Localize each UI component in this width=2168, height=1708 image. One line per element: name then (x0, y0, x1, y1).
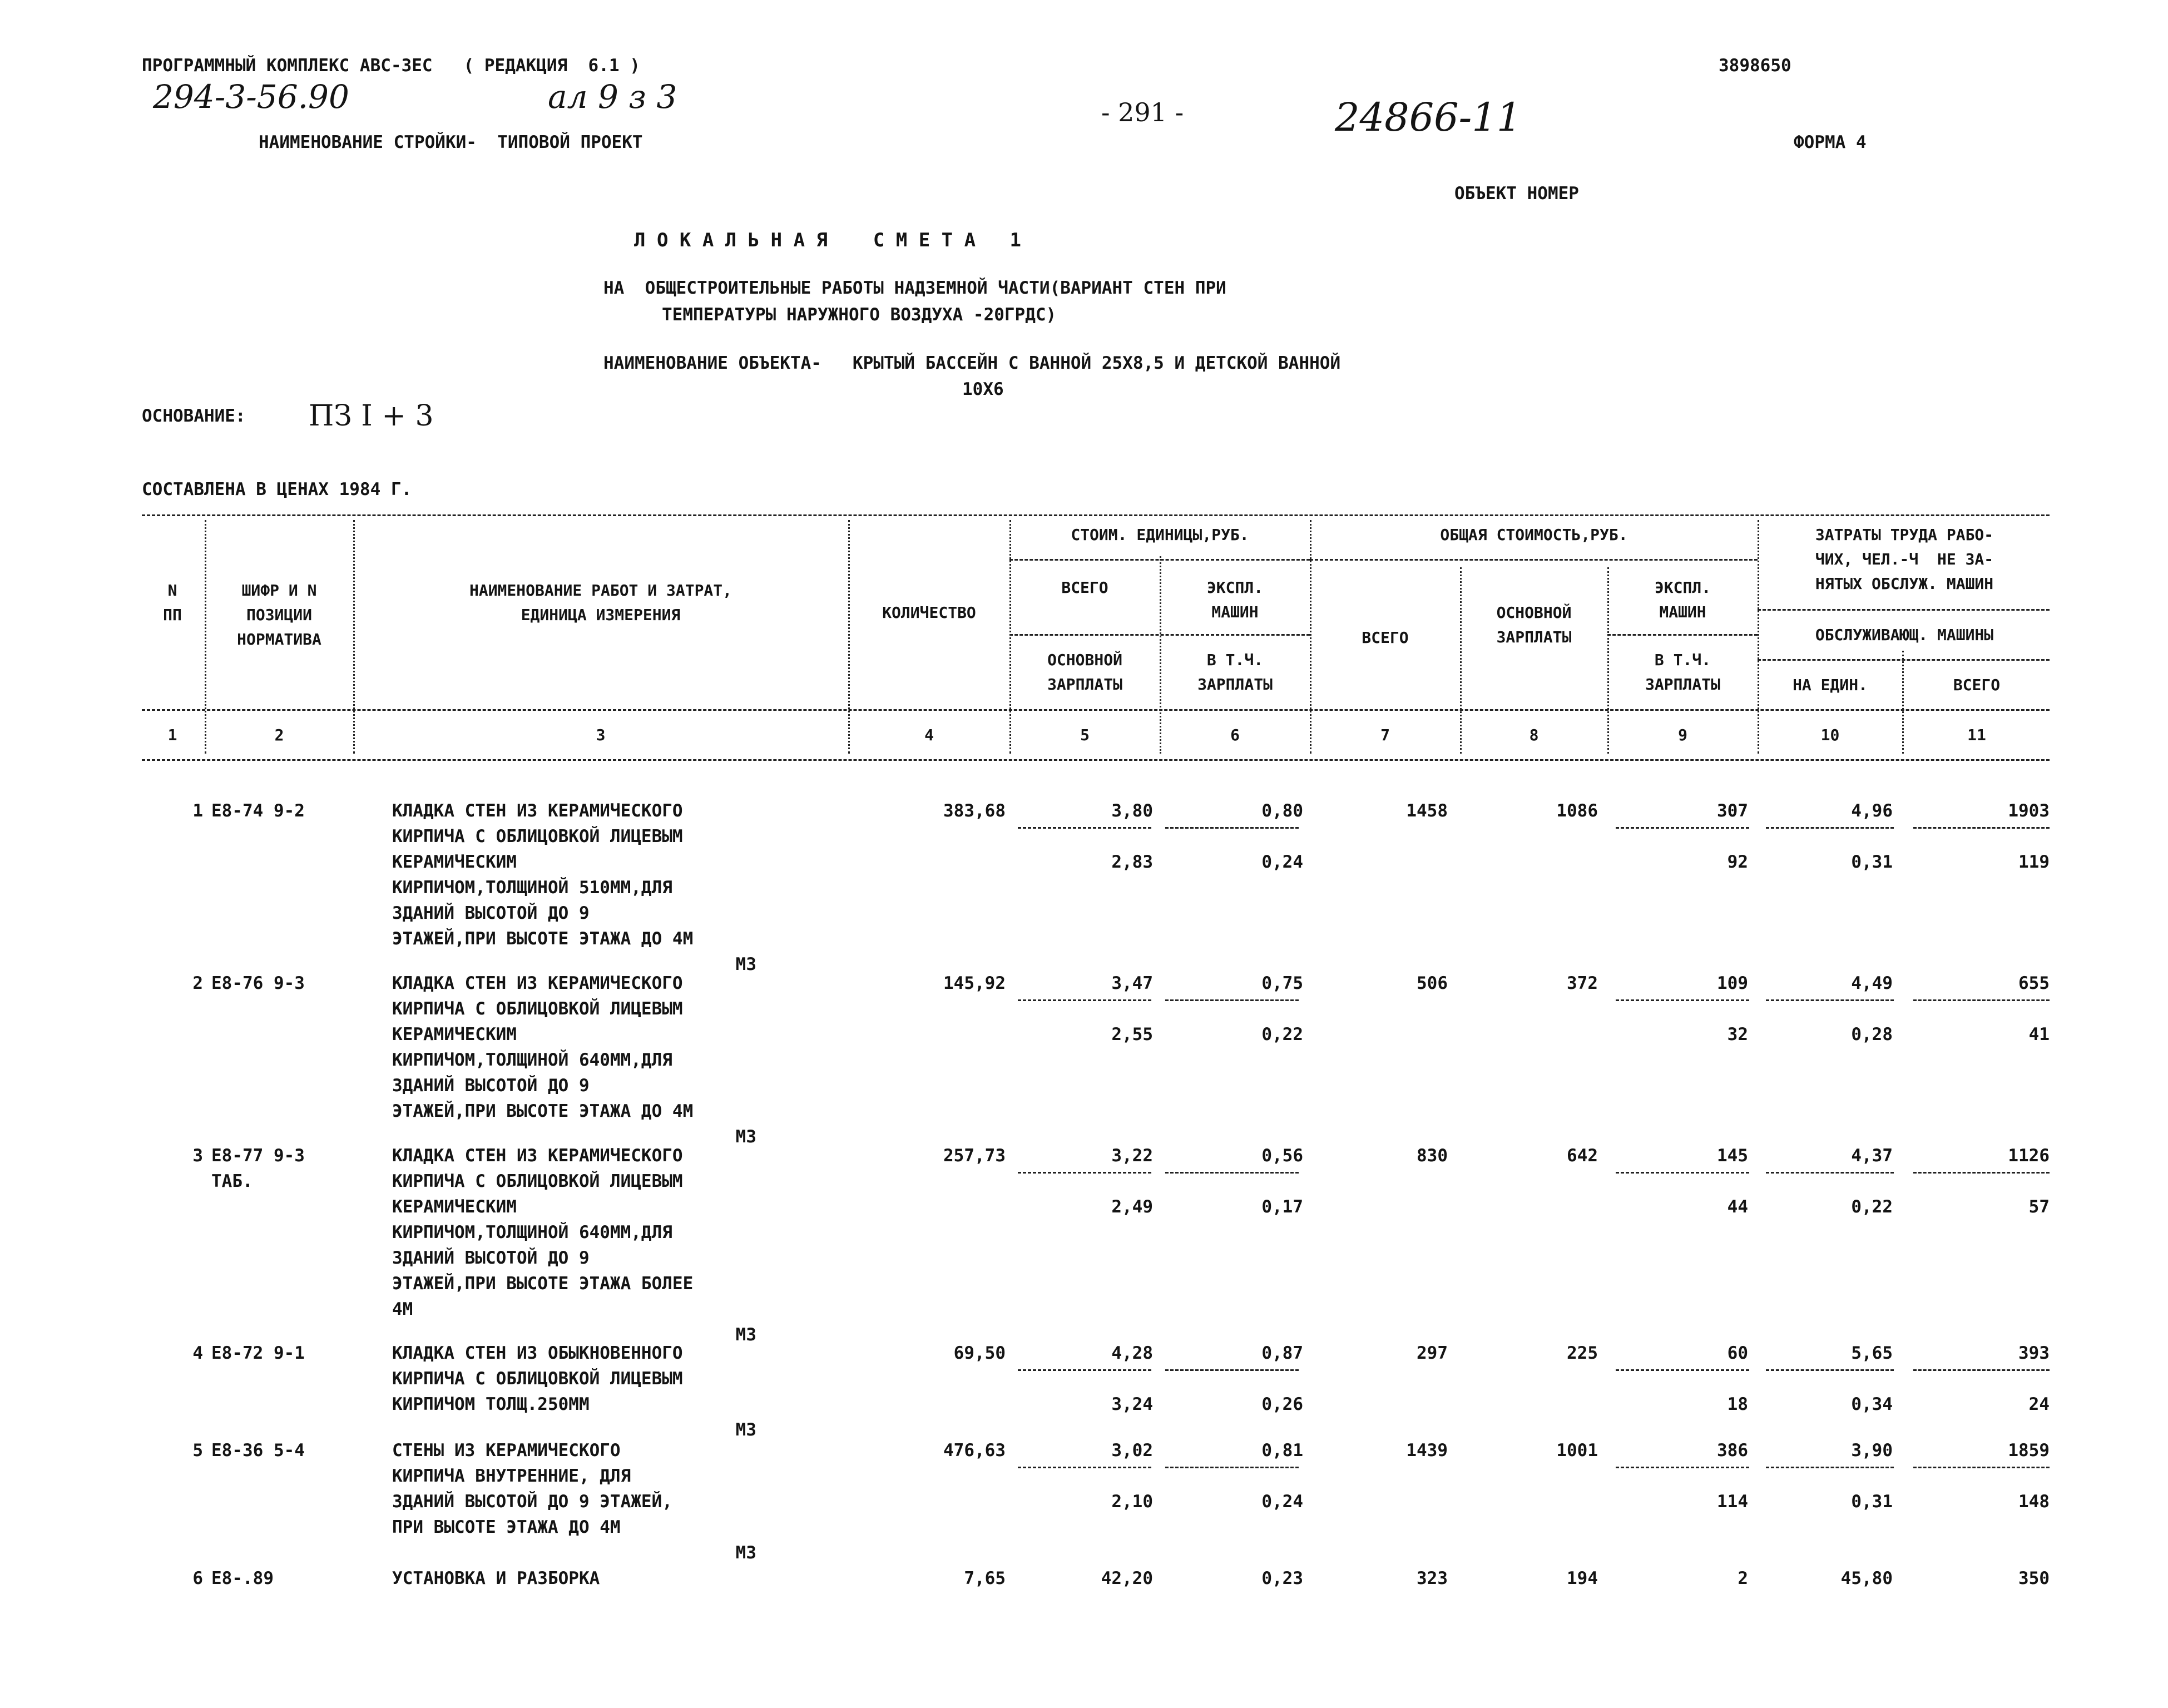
row-labor-service-total: 119 (2018, 852, 2050, 872)
row-labor-per-unit: 4,37 (1851, 1146, 1893, 1166)
row-work-name: КЛАДКА СТЕН ИЗ КЕРАМИЧЕСКОГО КИРПИЧА С ОБЛИЦОВКОЙ ЛИЦЕВЫМ КЕРАМИЧЕСКИМ КИРПИЧОМ,ТОЛЩИНОЙ 640ММ,ДЛЯ ЗДАНИЙ ВЫСОТОЙ ДО 9 ЭТАЖЕЙ,ПРИ ВЫСОТЕ ЭТАЖА БОЛЕЕ 4М (392, 1146, 694, 1319)
row-total-machines: 145 (1717, 1146, 1748, 1166)
sub-total-divider (1165, 1172, 1299, 1174)
column-number: 6 (1230, 726, 1240, 744)
row-labor-total: 393 (2018, 1343, 2050, 1363)
row-code: Е8-72 9-1 (211, 1343, 305, 1363)
header-total-cost-group: ОБЩАЯ СТОИМОСТЬ,РУБ. (1440, 526, 1628, 544)
row-unit-machines: 0,81 (1261, 1440, 1303, 1461)
row-total-incl-wage: 18 (1727, 1394, 1748, 1414)
header-work-name: НАИМЕНОВАНИЕ РАБОТ И ЗАТРАТ, ЕДИНИЦА ИЗМЕРЕНИЯ (469, 581, 732, 624)
row-labor-service-total: 57 (2028, 1197, 2050, 1217)
row-work-name: КЛАДКА СТЕН ИЗ КЕРАМИЧЕСКОГО КИРПИЧА С ОБЛИЦОВКОЙ ЛИЦЕВЫМ КЕРАМИЧЕСКИМ КИРПИЧОМ,ТОЛЩИНОЙ 640ММ,ДЛЯ ЗДАНИЙ ВЫСОТОЙ ДО 9 ЭТАЖЕЙ,ПРИ ВЫСОТЕ ЭТАЖА ДО 4М (392, 973, 694, 1121)
row-quantity: 69,50 (953, 1343, 1006, 1363)
header-total-machines: ЭКСПЛ. МАШИН (1654, 578, 1711, 621)
row-work-name: КЛАДКА СТЕН ИЗ КЕРАМИЧЕСКОГО КИРПИЧА С ОБЛИЦОВКОЙ ЛИЦЕВЫМ КЕРАМИЧЕСКИМ КИРПИЧОМ,ТОЛЩИНОЙ 510ММ,ДЛЯ ЗДАНИЙ ВЫСОТОЙ ДО 9 ЭТАЖЕЙ,ПРИ ВЫСОТЕ ЭТАЖА ДО 4М (392, 801, 694, 949)
row-total-wage: 1001 (1556, 1440, 1598, 1461)
form-number: ФОРМА 4 (1794, 132, 1867, 152)
header-unit-incl-wage: В Т.Ч. ЗАРПЛАТЫ (1197, 651, 1273, 694)
header-code: ШИФР И N ПОЗИЦИИ НОРМАТИВА (237, 581, 321, 648)
header-group-divider (1009, 559, 1310, 561)
sub-total-divider (1766, 827, 1894, 829)
sub-total-divider (1018, 999, 1151, 1001)
row-number: 3 (192, 1146, 203, 1166)
header-total-all: ВСЕГО (1362, 628, 1409, 647)
handwritten-album-number: ал 9 з 3 (548, 78, 677, 116)
row-total-machines: 2 (1738, 1568, 1748, 1588)
row-labor-service-unit: 0,31 (1851, 1492, 1893, 1512)
header-subgroup-divider (1758, 659, 2050, 661)
basis-value: ПЗ I + 3 (309, 399, 434, 433)
row-unit: М3 (735, 1420, 756, 1440)
row-unit-machines: 0,23 (1261, 1568, 1303, 1588)
sub-total-divider (1616, 999, 1749, 1001)
row-unit-incl-wage: 0,17 (1261, 1197, 1303, 1217)
row-total-wage: 372 (1567, 973, 1598, 993)
row-unit-total: 4,28 (1111, 1343, 1153, 1363)
row-labor-total: 350 (2018, 1568, 2050, 1588)
header-group-divider (1310, 559, 1758, 561)
row-number: 2 (192, 973, 203, 993)
header-subgroup-divider (1607, 634, 1758, 636)
column-numbers-rule (142, 759, 2050, 761)
object-number-label: ОБЪЕКТ НОМЕР (1454, 184, 1579, 204)
row-unit-incl-wage: 0,26 (1261, 1394, 1303, 1414)
row-labor-per-unit: 5,65 (1851, 1343, 1893, 1363)
row-unit-wage: 2,10 (1111, 1492, 1153, 1512)
header-total-wage: ОСНОВНОЙ ЗАРПЛАТЫ (1496, 603, 1572, 646)
header-subgroup-divider (1009, 634, 1310, 636)
row-unit-incl-wage: 0,24 (1261, 1492, 1303, 1512)
column-number: 5 (1080, 726, 1090, 744)
program-line: ПРОГРАММНЫЙ КОМПЛЕКС АВС-3ЕС ( РЕДАКЦИЯ 6.1 ) (142, 56, 640, 76)
row-total-incl-wage: 114 (1717, 1492, 1748, 1512)
row-unit: М3 (735, 1127, 756, 1147)
column-number: 3 (596, 726, 606, 744)
header-labor-group: ЗАТРАТЫ ТРУДА РАБО- ЧИХ, ЧЕЛ.-Ч НЕ ЗА- НЯТЫХ ОБСЛУЖ. МАШИН (1815, 526, 1994, 593)
row-unit: М3 (735, 1543, 756, 1563)
row-total-all: 506 (1417, 973, 1448, 993)
header-unit-cost-group: СТОИМ. ЕДИНИЦЫ,РУБ. (1071, 526, 1249, 544)
page-number: - 291 - (1101, 97, 1184, 127)
row-unit: М3 (735, 954, 756, 974)
row-unit-machines: 0,80 (1261, 801, 1303, 821)
row-labor-per-unit: 3,90 (1851, 1440, 1893, 1461)
sub-total-divider (1616, 827, 1749, 829)
sub-total-divider (1165, 1467, 1299, 1468)
row-quantity: 383,68 (943, 801, 1006, 821)
column-divider (848, 520, 850, 754)
handwritten-document-number: 24866-11 (1335, 95, 1522, 140)
row-labor-per-unit: 4,49 (1851, 973, 1893, 993)
row-total-machines: 109 (1717, 973, 1748, 993)
table-top-rule (142, 514, 2050, 516)
row-number: 1 (192, 801, 203, 821)
column-divider (205, 520, 206, 754)
sub-total-divider (1165, 1369, 1299, 1371)
header-unit-machines: ЭКСПЛ. МАШИН (1206, 578, 1264, 621)
row-total-machines: 60 (1727, 1343, 1748, 1363)
row-labor-total: 1859 (2008, 1440, 2050, 1461)
row-unit-incl-wage: 0,24 (1261, 852, 1303, 872)
header-subgroup-divider (1758, 609, 2050, 611)
price-basis: СОСТАВЛЕНА В ЦЕНАХ 1984 Г. (142, 479, 412, 499)
basis-label: ОСНОВАНИЕ: (142, 406, 246, 426)
row-number: 5 (192, 1440, 203, 1461)
row-labor-service-total: 148 (2018, 1492, 2050, 1512)
column-number: 2 (274, 726, 284, 744)
row-total-wage: 194 (1567, 1568, 1598, 1588)
row-unit-wage: 3,24 (1111, 1394, 1153, 1414)
column-number: 8 (1529, 726, 1539, 744)
row-labor-total: 1903 (2008, 801, 2050, 821)
header-unit-total: ВСЕГО (1061, 578, 1108, 597)
object-name-line-2: 10Х6 (962, 379, 1004, 399)
sub-total-divider (1913, 827, 2050, 829)
header-bottom-rule (142, 709, 2050, 711)
row-total-all: 323 (1417, 1568, 1448, 1588)
row-unit-total: 3,47 (1111, 973, 1153, 993)
estimate-title: Л О К А Л Ь Н А Я С М Е Т А 1 (634, 229, 1021, 251)
row-quantity: 476,63 (943, 1440, 1006, 1461)
row-unit-total: 3,22 (1111, 1146, 1153, 1166)
row-total-all: 1439 (1406, 1440, 1448, 1461)
row-unit-wage: 2,83 (1111, 852, 1153, 872)
header-quantity: КОЛИЧЕСТВО (882, 603, 976, 622)
row-quantity: 7,65 (964, 1568, 1006, 1588)
row-total-all: 1458 (1406, 801, 1448, 821)
row-unit-total: 3,02 (1111, 1440, 1153, 1461)
row-work-name: КЛАДКА СТЕН ИЗ ОБЫКНОВЕННОГО КИРПИЧА С ОБЛИЦОВКОЙ ЛИЦЕВЫМ КИРПИЧОМ ТОЛЩ.250ММ (392, 1343, 683, 1414)
column-divider (353, 520, 355, 754)
row-total-incl-wage: 32 (1727, 1024, 1748, 1044)
row-labor-total: 1126 (2008, 1146, 2050, 1166)
sub-total-divider (1018, 827, 1151, 829)
header-labor-service: ОБСЛУЖИВАЮЩ. МАШИНЫ (1815, 626, 1994, 644)
row-quantity: 257,73 (943, 1146, 1006, 1166)
sub-total-divider (1018, 1172, 1151, 1174)
column-number: 9 (1678, 726, 1687, 744)
row-labor-service-unit: 0,31 (1851, 852, 1893, 872)
row-labor-total: 655 (2018, 973, 2050, 993)
row-total-machines: 386 (1717, 1440, 1748, 1461)
row-code: Е8-36 5-4 (211, 1440, 305, 1461)
sub-total-divider (1018, 1369, 1151, 1371)
row-total-incl-wage: 92 (1727, 852, 1748, 872)
row-number: 6 (192, 1568, 203, 1588)
row-unit-machines: 0,75 (1261, 973, 1303, 993)
sub-total-divider (1616, 1172, 1749, 1174)
estimate-subject-line-1: НА ОБЩЕСТРОИТЕЛЬНЫЕ РАБОТЫ НАДЗЕМНОЙ ЧАСТИ(ВАРИАНТ СТЕН ПРИ (603, 278, 1226, 298)
row-code: Е8-77 9-3 ТАБ. (211, 1146, 305, 1191)
row-labor-per-unit: 45,80 (1840, 1568, 1893, 1588)
row-code: Е8-.89 (211, 1568, 274, 1588)
sub-total-divider (1165, 999, 1299, 1001)
code-number: 3898650 (1719, 56, 1791, 76)
row-code: Е8-76 9-3 (211, 973, 305, 993)
row-unit-machines: 0,87 (1261, 1343, 1303, 1363)
row-unit-incl-wage: 0,22 (1261, 1024, 1303, 1044)
sub-total-divider (1913, 1467, 2050, 1468)
sub-total-divider (1766, 1369, 1894, 1371)
sub-total-divider (1913, 999, 2050, 1001)
column-number: 4 (924, 726, 934, 744)
sub-total-divider (1766, 1172, 1894, 1174)
row-total-machines: 307 (1717, 801, 1748, 821)
object-name-line-1: НАИМЕНОВАНИЕ ОБЪЕКТА- КРЫТЫЙ БАССЕЙН С ВАННОЙ 25Х8,5 И ДЕТСКОЙ ВАННОЙ (603, 353, 1341, 373)
row-unit-wage: 2,49 (1111, 1197, 1153, 1217)
row-unit-machines: 0,56 (1261, 1146, 1303, 1166)
row-total-all: 297 (1417, 1343, 1448, 1363)
row-labor-service-total: 24 (2028, 1394, 2050, 1414)
estimate-subject-line-2: ТЕМПЕРАТУРЫ НАРУЖНОГО ВОЗДУХА -20ГРДС) (662, 305, 1057, 325)
row-total-incl-wage: 44 (1727, 1197, 1748, 1217)
header-row-number: N ПП (163, 581, 182, 624)
header-total-incl-wage: В Т.Ч. ЗАРПЛАТЫ (1645, 651, 1720, 694)
row-labor-per-unit: 4,96 (1851, 801, 1893, 821)
row-unit: М3 (735, 1325, 756, 1345)
row-unit-wage: 2,55 (1111, 1024, 1153, 1044)
row-labor-service-unit: 0,34 (1851, 1394, 1893, 1414)
column-number: 7 (1380, 726, 1390, 744)
row-total-wage: 1086 (1556, 801, 1598, 821)
sub-total-divider (1165, 827, 1299, 829)
row-total-wage: 642 (1567, 1146, 1598, 1166)
row-work-name: СТЕНЫ ИЗ КЕРАМИЧЕСКОГО КИРПИЧА ВНУТРЕННИЕ, ДЛЯ ЗДАНИЙ ВЫСОТОЙ ДО 9 ЭТАЖЕЙ, ПРИ ВЫСОТЕ ЭТАЖА ДО 4М (392, 1440, 672, 1537)
column-number: 1 (167, 726, 177, 744)
handwritten-project-number: 294-3-56.90 (153, 78, 349, 116)
header-labor-per-unit: НА ЕДИН. (1793, 676, 1868, 694)
row-work-name: УСТАНОВКА И РАЗБОРКА (392, 1568, 600, 1588)
sub-total-divider (1616, 1369, 1749, 1371)
row-code: Е8-74 9-2 (211, 801, 305, 821)
sub-total-divider (1913, 1172, 2050, 1174)
row-unit-total: 42,20 (1101, 1568, 1153, 1588)
sub-total-divider (1913, 1369, 2050, 1371)
column-divider (1009, 520, 1011, 754)
column-number: 11 (1967, 726, 1986, 744)
row-total-wage: 225 (1567, 1343, 1598, 1363)
header-unit-wage: ОСНОВНОЙ ЗАРПЛАТЫ (1047, 651, 1122, 694)
row-unit-total: 3,80 (1111, 801, 1153, 821)
header-labor-total: ВСЕГО (1953, 676, 2001, 694)
row-quantity: 145,92 (943, 973, 1006, 993)
row-total-all: 830 (1417, 1146, 1448, 1166)
sub-total-divider (1766, 1467, 1894, 1468)
column-number: 10 (1820, 726, 1840, 744)
row-number: 4 (192, 1343, 203, 1363)
sub-total-divider (1616, 1467, 1749, 1468)
sub-total-divider (1766, 999, 1894, 1001)
row-labor-service-unit: 0,22 (1851, 1197, 1893, 1217)
sub-total-divider (1018, 1467, 1151, 1468)
row-labor-service-total: 41 (2028, 1024, 2050, 1044)
row-labor-service-unit: 0,28 (1851, 1024, 1893, 1044)
construction-label: НАИМЕНОВАНИЕ СТРОЙКИ- ТИПОВОЙ ПРОЕКТ (259, 132, 643, 152)
